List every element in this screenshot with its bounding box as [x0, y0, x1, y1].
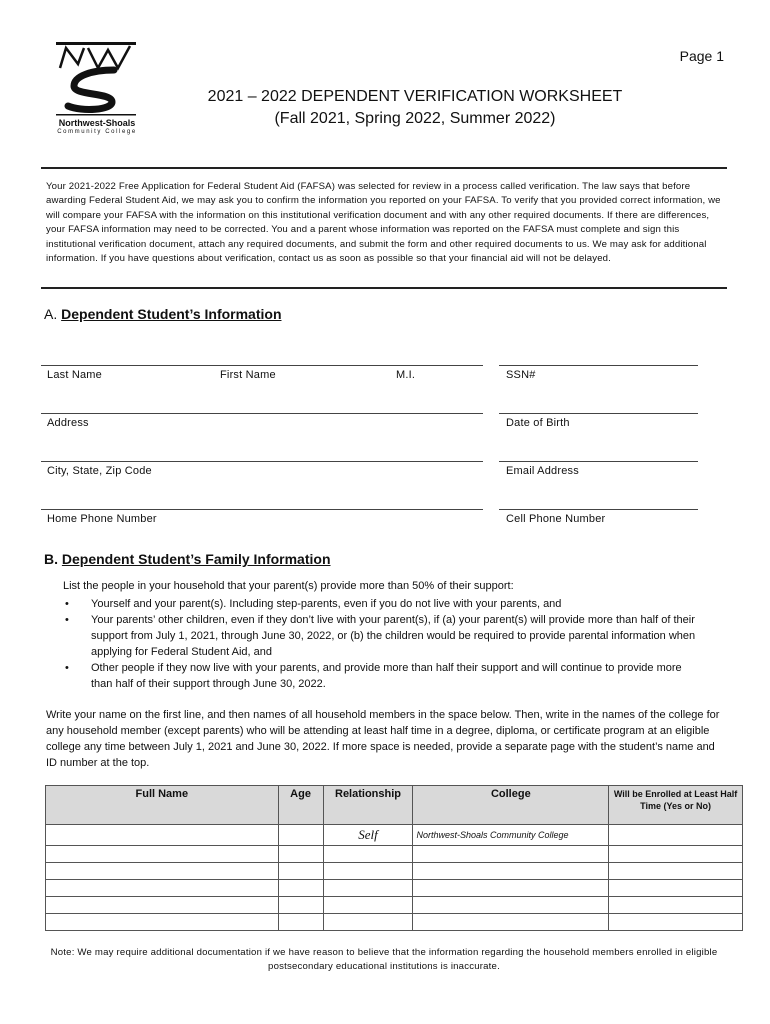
list-item: • Other people if they now live with your parents, and provide more than half their support and will continue to provide more than half of their support through June 30, 2022.	[65, 662, 682, 690]
logo-subtitle: Community College	[57, 129, 137, 135]
ssn-label: SSN#	[506, 369, 536, 381]
top-divider	[41, 167, 727, 169]
address-line[interactable]	[41, 413, 483, 414]
cell-phone-line[interactable]	[499, 509, 698, 510]
city-label: City, State, Zip Code	[47, 465, 152, 477]
footnote: Note: We may require additional documentation if we have reason to believe that the information regarding the household members enrolled in eligible postsecondary educational institutions is inaccurate.	[50, 947, 718, 972]
page-title: 2021 – 2022 DEPENDENT VERIFICATION WORKSHEET	[207, 88, 623, 105]
page-number: Page 1	[679, 48, 724, 64]
support-criteria-list	[63, 596, 705, 692]
list-intro: List the people in your household that your parent(s) provide more than 50% of their support:	[63, 580, 514, 592]
table-row	[46, 825, 743, 846]
cell-enrolled[interactable]	[609, 825, 743, 846]
address-label: Address	[47, 417, 89, 429]
dob-line[interactable]	[499, 413, 698, 414]
home-phone-label: Home Phone Number	[47, 513, 157, 525]
table-row[interactable]	[46, 897, 743, 914]
cell-age[interactable]	[278, 825, 323, 846]
list-item: • Yourself and your parent(s). Including step-parents, even if you do not live with your parents, and	[65, 598, 562, 610]
intro-paragraph: Your 2021-2022 Free Application for Federal Student Aid (FAFSA) was selected for review in a process called verification. The law says that before awarding Federal Student Aid, we may ask you to confirm the information you reported on your FAFSA. To verify that you provided correct information, we will compare your FAFSA with the information on this institutional verification document and with any other required documents. If there are differences, your FAFSA information may need to be corrected. You and a parent whose information was reported on the FAFSA must complete and sign this institutional verification document, attach any required documents, and submit the form and other required documents to us. We may ask for additional information. If you have questions about verification, contact us as soon as possible so that your financial aid will not be delayed.	[46, 181, 721, 265]
write-instructions: Write your name on the first line, and then names of all household members in the space below. Then, write in the names of the college for any household member (except parents) who will be attending at least half time in a degree, diploma, or certificate program at an eligible college any time between July 1, 2021 and June 30, 2022. If more space is needed, provide a separate page with the student’s name and ID number at the top.	[46, 709, 720, 769]
city-line[interactable]	[41, 461, 483, 462]
dob-label: Date of Birth	[506, 417, 570, 429]
cell-college: Northwest-Shoals Community College	[413, 825, 609, 846]
page-subtitle: (Fall 2021, Spring 2022, Summer 2022)	[274, 110, 556, 127]
last-name-label: Last Name	[47, 369, 102, 381]
col-college: College	[413, 786, 609, 825]
col-enrolled: Will be Enrolled at Least Half Time (Yes or No)	[609, 786, 743, 825]
list-item: • Your parents’ other children, even if they don’t live with your parent(s), if (a) your parent(s) will provide more than half of their support from July 1, 2021, through June 30, 2022, or (b) the children would be required to provide parental information when applying for Federal Student Aid, and	[65, 614, 696, 658]
name-line[interactable]	[41, 365, 483, 366]
col-full-name: Full Name	[46, 786, 279, 825]
section-b-heading: B. Dependent Student’s Family Information	[44, 551, 331, 567]
mi-label: M.I.	[396, 369, 416, 381]
table-row[interactable]	[46, 914, 743, 931]
logo-name: Northwest-Shoals	[58, 118, 136, 128]
intro-divider	[41, 287, 727, 289]
cell-relationship: Self	[323, 825, 413, 846]
home-phone-line[interactable]	[41, 509, 483, 510]
cell-phone-label: Cell Phone Number	[506, 513, 606, 525]
first-name-label: First Name	[220, 369, 276, 381]
email-label: Email Address	[506, 465, 579, 477]
logo-mark-icon	[52, 40, 142, 118]
table-row[interactable]	[46, 880, 743, 897]
email-line[interactable]	[499, 461, 698, 462]
col-relationship: Relationship	[323, 786, 413, 825]
table-row[interactable]	[46, 863, 743, 880]
table-row[interactable]	[46, 846, 743, 863]
ssn-line[interactable]	[499, 365, 698, 366]
section-a-heading: A. Dependent Student’s Information	[44, 306, 282, 322]
cell-full-name[interactable]	[46, 825, 279, 846]
col-age: Age	[278, 786, 323, 825]
table-header-row	[46, 786, 743, 825]
household-table	[45, 785, 743, 931]
